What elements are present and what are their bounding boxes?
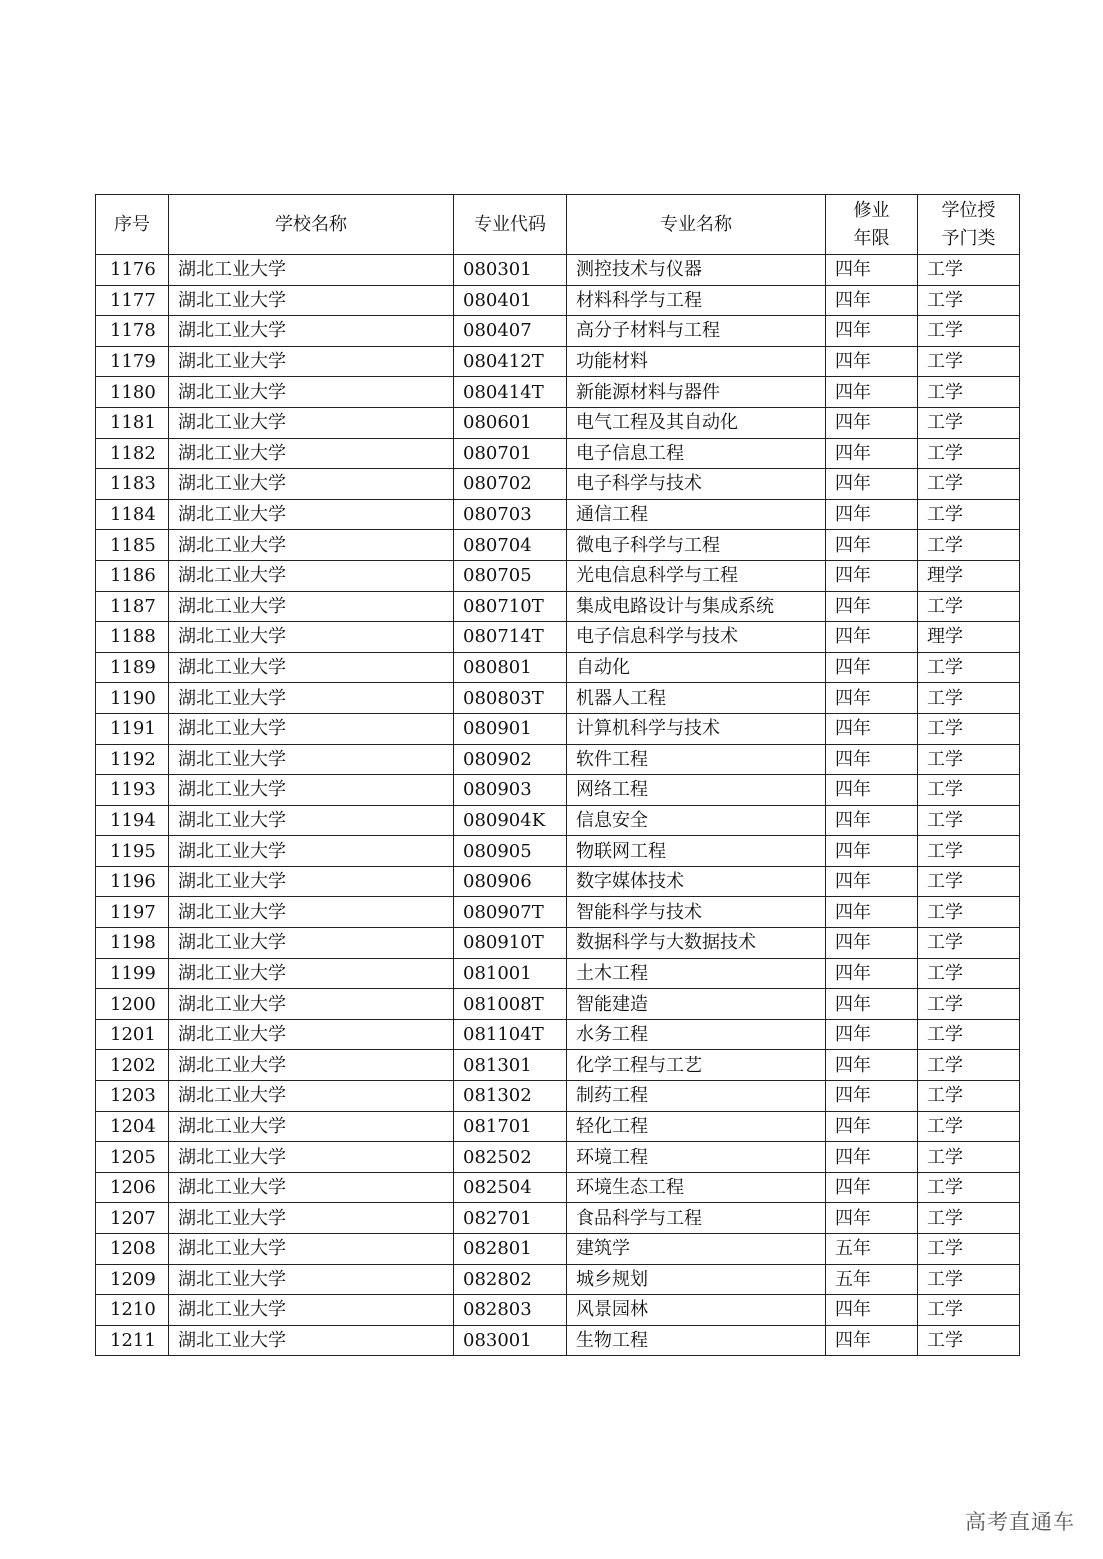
cell-no: 1202 <box>96 1050 169 1081</box>
cell-school: 湖北工业大学 <box>169 1172 454 1203</box>
cell-school: 湖北工业大学 <box>169 469 454 500</box>
cell-school: 湖北工业大学 <box>169 1050 454 1081</box>
cell-code: 080301 <box>454 255 567 286</box>
cell-major: 电子科学与技术 <box>567 469 826 500</box>
cell-major: 光电信息科学与工程 <box>567 560 826 591</box>
cell-code: 082803 <box>454 1295 567 1326</box>
table-row <box>96 897 1020 928</box>
cell-no: 1208 <box>96 1234 169 1265</box>
cell-school: 湖北工业大学 <box>169 346 454 377</box>
table-row <box>96 744 1020 775</box>
cell-school: 湖北工业大学 <box>169 1081 454 1112</box>
table-row <box>96 836 1020 867</box>
cell-school: 湖北工业大学 <box>169 530 454 561</box>
cell-years: 四年 <box>826 255 918 286</box>
cell-no: 1192 <box>96 744 169 775</box>
cell-major: 电子信息工程 <box>567 438 826 469</box>
cell-major: 通信工程 <box>567 499 826 530</box>
cell-school: 湖北工业大学 <box>169 316 454 347</box>
cell-years: 四年 <box>826 775 918 806</box>
cell-major: 化学工程与工艺 <box>567 1050 826 1081</box>
cell-major: 风景园林 <box>567 1295 826 1326</box>
watermark-text: 高考直通车 <box>965 1510 1075 1534</box>
header-major: 专业名称 <box>567 195 826 255</box>
cell-major: 轻化工程 <box>567 1111 826 1142</box>
cell-code: 082502 <box>454 1142 567 1173</box>
cell-school: 湖北工业大学 <box>169 499 454 530</box>
cell-years: 四年 <box>826 713 918 744</box>
table-row <box>96 713 1020 744</box>
table-row <box>96 1172 1020 1203</box>
cell-major: 智能科学与技术 <box>567 897 826 928</box>
cell-code: 080407 <box>454 316 567 347</box>
cell-degree: 工学 <box>918 958 1020 989</box>
cell-school: 湖北工业大学 <box>169 285 454 316</box>
cell-school: 湖北工业大学 <box>169 1325 454 1356</box>
cell-years: 四年 <box>826 836 918 867</box>
cell-no: 1201 <box>96 1019 169 1050</box>
cell-no: 1177 <box>96 285 169 316</box>
cell-no: 1193 <box>96 775 169 806</box>
cell-no: 1176 <box>96 255 169 286</box>
cell-degree: 工学 <box>918 897 1020 928</box>
cell-school: 湖北工业大学 <box>169 622 454 653</box>
table-row <box>96 377 1020 408</box>
cell-years: 四年 <box>826 560 918 591</box>
cell-school: 湖北工业大学 <box>169 1295 454 1326</box>
table-row <box>96 928 1020 959</box>
cell-code: 081301 <box>454 1050 567 1081</box>
cell-degree: 工学 <box>918 285 1020 316</box>
cell-major: 测控技术与仪器 <box>567 255 826 286</box>
cell-code: 081701 <box>454 1111 567 1142</box>
cell-years: 四年 <box>826 285 918 316</box>
cell-code: 081008T <box>454 989 567 1020</box>
cell-code: 082802 <box>454 1264 567 1295</box>
table-row <box>96 1295 1020 1326</box>
cell-code: 080401 <box>454 285 567 316</box>
cell-major: 建筑学 <box>567 1234 826 1265</box>
cell-years: 四年 <box>826 530 918 561</box>
table-row <box>96 255 1020 286</box>
cell-no: 1197 <box>96 897 169 928</box>
cell-degree: 工学 <box>918 928 1020 959</box>
cell-school: 湖北工业大学 <box>169 1203 454 1234</box>
cell-degree: 理学 <box>918 622 1020 653</box>
cell-code: 080905 <box>454 836 567 867</box>
cell-years: 四年 <box>826 1081 918 1112</box>
cell-school: 湖北工业大学 <box>169 683 454 714</box>
table-row <box>96 683 1020 714</box>
cell-years: 四年 <box>826 346 918 377</box>
cell-degree: 工学 <box>918 1019 1020 1050</box>
cell-code: 080902 <box>454 744 567 775</box>
cell-school: 湖北工业大学 <box>169 1142 454 1173</box>
cell-degree: 工学 <box>918 1142 1020 1173</box>
cell-degree: 工学 <box>918 1111 1020 1142</box>
header-row <box>96 195 1020 255</box>
cell-years: 四年 <box>826 591 918 622</box>
table-row <box>96 1111 1020 1142</box>
header-degree <box>918 195 1020 255</box>
cell-years: 四年 <box>826 1325 918 1356</box>
cell-major: 微电子科学与工程 <box>567 530 826 561</box>
table-row <box>96 1203 1020 1234</box>
cell-major: 材料科学与工程 <box>567 285 826 316</box>
cell-school: 湖北工业大学 <box>169 775 454 806</box>
table-body <box>96 255 1020 1356</box>
cell-no: 1183 <box>96 469 169 500</box>
majors-table <box>95 194 1020 1356</box>
header-degree-line2: 予门类 <box>941 227 996 249</box>
cell-no: 1182 <box>96 438 169 469</box>
cell-school: 湖北工业大学 <box>169 377 454 408</box>
cell-years: 四年 <box>826 499 918 530</box>
cell-years: 五年 <box>826 1234 918 1265</box>
cell-degree: 工学 <box>918 1234 1020 1265</box>
cell-code: 080904K <box>454 805 567 836</box>
cell-school: 湖北工业大学 <box>169 989 454 1020</box>
cell-no: 1188 <box>96 622 169 653</box>
cell-major: 计算机科学与技术 <box>567 713 826 744</box>
cell-degree: 工学 <box>918 683 1020 714</box>
table-row <box>96 530 1020 561</box>
cell-school: 湖北工业大学 <box>169 1234 454 1265</box>
cell-no: 1207 <box>96 1203 169 1234</box>
table-row <box>96 469 1020 500</box>
cell-degree: 工学 <box>918 1203 1020 1234</box>
cell-no: 1206 <box>96 1172 169 1203</box>
table-row <box>96 1325 1020 1356</box>
cell-major: 新能源材料与器件 <box>567 377 826 408</box>
cell-no: 1179 <box>96 346 169 377</box>
cell-code: 082801 <box>454 1234 567 1265</box>
cell-years: 四年 <box>826 958 918 989</box>
table-row <box>96 438 1020 469</box>
table-row <box>96 622 1020 653</box>
cell-major: 集成电路设计与集成系统 <box>567 591 826 622</box>
cell-degree: 工学 <box>918 255 1020 286</box>
cell-school: 湖北工业大学 <box>169 1019 454 1050</box>
cell-degree: 工学 <box>918 713 1020 744</box>
cell-code: 080703 <box>454 499 567 530</box>
cell-degree: 工学 <box>918 407 1020 438</box>
cell-years: 四年 <box>826 928 918 959</box>
cell-school: 湖北工业大学 <box>169 897 454 928</box>
cell-code: 083001 <box>454 1325 567 1356</box>
cell-major: 数字媒体技术 <box>567 866 826 897</box>
table-row <box>96 285 1020 316</box>
cell-major: 数据科学与大数据技术 <box>567 928 826 959</box>
cell-years: 四年 <box>826 438 918 469</box>
cell-school: 湖北工业大学 <box>169 713 454 744</box>
cell-years: 四年 <box>826 866 918 897</box>
cell-major: 机器人工程 <box>567 683 826 714</box>
table-row <box>96 346 1020 377</box>
cell-degree: 工学 <box>918 1264 1020 1295</box>
cell-code: 080903 <box>454 775 567 806</box>
cell-major: 智能建造 <box>567 989 826 1020</box>
table-row <box>96 775 1020 806</box>
cell-years: 四年 <box>826 1050 918 1081</box>
cell-major: 软件工程 <box>567 744 826 775</box>
cell-no: 1191 <box>96 713 169 744</box>
cell-degree: 工学 <box>918 377 1020 408</box>
cell-school: 湖北工业大学 <box>169 438 454 469</box>
cell-code: 080414T <box>454 377 567 408</box>
cell-school: 湖北工业大学 <box>169 805 454 836</box>
cell-major: 水务工程 <box>567 1019 826 1050</box>
cell-code: 080704 <box>454 530 567 561</box>
cell-code: 082504 <box>454 1172 567 1203</box>
cell-code: 080701 <box>454 438 567 469</box>
cell-years: 四年 <box>826 805 918 836</box>
table-header <box>96 195 1020 255</box>
cell-code: 081001 <box>454 958 567 989</box>
header-years-line1: 修业 <box>853 199 890 221</box>
cell-degree: 工学 <box>918 346 1020 377</box>
cell-major: 电子信息科学与技术 <box>567 622 826 653</box>
cell-no: 1196 <box>96 866 169 897</box>
cell-code: 081104T <box>454 1019 567 1050</box>
table-row <box>96 1019 1020 1050</box>
cell-degree: 工学 <box>918 591 1020 622</box>
cell-code: 080714T <box>454 622 567 653</box>
table-row <box>96 560 1020 591</box>
cell-major: 生物工程 <box>567 1325 826 1356</box>
cell-no: 1186 <box>96 560 169 591</box>
table-row <box>96 591 1020 622</box>
cell-years: 四年 <box>826 683 918 714</box>
cell-degree: 工学 <box>918 775 1020 806</box>
cell-code: 080801 <box>454 652 567 683</box>
cell-no: 1209 <box>96 1264 169 1295</box>
cell-major: 环境生态工程 <box>567 1172 826 1203</box>
cell-degree: 工学 <box>918 469 1020 500</box>
cell-code: 080803T <box>454 683 567 714</box>
table-row <box>96 1234 1020 1265</box>
cell-school: 湖北工业大学 <box>169 652 454 683</box>
cell-years: 四年 <box>826 897 918 928</box>
cell-school: 湖北工业大学 <box>169 255 454 286</box>
majors-table-container <box>95 194 1019 1356</box>
table-row <box>96 805 1020 836</box>
table-row <box>96 652 1020 683</box>
cell-degree: 工学 <box>918 1172 1020 1203</box>
cell-degree: 工学 <box>918 1081 1020 1112</box>
cell-code: 080710T <box>454 591 567 622</box>
cell-school: 湖北工业大学 <box>169 407 454 438</box>
cell-years: 四年 <box>826 1111 918 1142</box>
cell-code: 080907T <box>454 897 567 928</box>
cell-major: 土木工程 <box>567 958 826 989</box>
cell-years: 四年 <box>826 989 918 1020</box>
header-years-line2: 年限 <box>853 227 890 249</box>
cell-years: 四年 <box>826 652 918 683</box>
header-code: 专业代码 <box>454 195 567 255</box>
cell-degree: 工学 <box>918 805 1020 836</box>
cell-degree: 工学 <box>918 866 1020 897</box>
cell-code: 080906 <box>454 866 567 897</box>
cell-no: 1184 <box>96 499 169 530</box>
cell-major: 自动化 <box>567 652 826 683</box>
header-no: 序号 <box>96 195 169 255</box>
cell-no: 1189 <box>96 652 169 683</box>
cell-major: 信息安全 <box>567 805 826 836</box>
table-row <box>96 1142 1020 1173</box>
table-row <box>96 1081 1020 1112</box>
table-row <box>96 958 1020 989</box>
cell-degree: 工学 <box>918 499 1020 530</box>
cell-no: 1194 <box>96 805 169 836</box>
cell-major: 高分子材料与工程 <box>567 316 826 347</box>
cell-code: 080901 <box>454 713 567 744</box>
cell-years: 四年 <box>826 1019 918 1050</box>
cell-major: 环境工程 <box>567 1142 826 1173</box>
cell-degree: 工学 <box>918 652 1020 683</box>
cell-degree: 工学 <box>918 1050 1020 1081</box>
cell-code: 080705 <box>454 560 567 591</box>
cell-code: 080601 <box>454 407 567 438</box>
cell-school: 湖北工业大学 <box>169 958 454 989</box>
cell-school: 湖北工业大学 <box>169 744 454 775</box>
cell-no: 1205 <box>96 1142 169 1173</box>
table-row <box>96 499 1020 530</box>
cell-no: 1199 <box>96 958 169 989</box>
cell-degree: 工学 <box>918 530 1020 561</box>
cell-school: 湖北工业大学 <box>169 591 454 622</box>
cell-school: 湖北工业大学 <box>169 1111 454 1142</box>
table-row <box>96 989 1020 1020</box>
cell-years: 四年 <box>826 1142 918 1173</box>
cell-school: 湖北工业大学 <box>169 560 454 591</box>
cell-no: 1180 <box>96 377 169 408</box>
cell-degree: 工学 <box>918 1325 1020 1356</box>
table-row <box>96 1264 1020 1295</box>
cell-code: 082701 <box>454 1203 567 1234</box>
cell-years: 四年 <box>826 377 918 408</box>
cell-no: 1187 <box>96 591 169 622</box>
table-row <box>96 316 1020 347</box>
cell-major: 城乡规划 <box>567 1264 826 1295</box>
cell-school: 湖北工业大学 <box>169 836 454 867</box>
cell-code: 080412T <box>454 346 567 377</box>
table-row <box>96 1050 1020 1081</box>
cell-degree: 工学 <box>918 316 1020 347</box>
cell-major: 网络工程 <box>567 775 826 806</box>
cell-no: 1181 <box>96 407 169 438</box>
cell-major: 功能材料 <box>567 346 826 377</box>
cell-no: 1195 <box>96 836 169 867</box>
cell-school: 湖北工业大学 <box>169 928 454 959</box>
cell-years: 四年 <box>826 469 918 500</box>
cell-years: 四年 <box>826 1203 918 1234</box>
cell-code: 080702 <box>454 469 567 500</box>
table-row <box>96 407 1020 438</box>
cell-degree: 工学 <box>918 1295 1020 1326</box>
cell-degree: 工学 <box>918 989 1020 1020</box>
cell-major: 物联网工程 <box>567 836 826 867</box>
cell-no: 1211 <box>96 1325 169 1356</box>
table-row <box>96 866 1020 897</box>
header-degree-line1: 学位授 <box>941 199 996 221</box>
cell-no: 1198 <box>96 928 169 959</box>
cell-years: 四年 <box>826 407 918 438</box>
cell-code: 081302 <box>454 1081 567 1112</box>
cell-years: 四年 <box>826 316 918 347</box>
cell-degree: 工学 <box>918 836 1020 867</box>
cell-school: 湖北工业大学 <box>169 866 454 897</box>
cell-no: 1178 <box>96 316 169 347</box>
cell-years: 五年 <box>826 1264 918 1295</box>
cell-major: 电气工程及其自动化 <box>567 407 826 438</box>
cell-no: 1203 <box>96 1081 169 1112</box>
cell-years: 四年 <box>826 744 918 775</box>
cell-degree: 理学 <box>918 560 1020 591</box>
cell-major: 食品科学与工程 <box>567 1203 826 1234</box>
cell-no: 1190 <box>96 683 169 714</box>
cell-no: 1204 <box>96 1111 169 1142</box>
cell-degree: 工学 <box>918 744 1020 775</box>
cell-years: 四年 <box>826 1295 918 1326</box>
cell-degree: 工学 <box>918 438 1020 469</box>
cell-no: 1210 <box>96 1295 169 1326</box>
cell-years: 四年 <box>826 622 918 653</box>
header-school: 学校名称 <box>169 195 454 255</box>
cell-code: 080910T <box>454 928 567 959</box>
header-years <box>826 195 918 255</box>
cell-no: 1200 <box>96 989 169 1020</box>
cell-no: 1185 <box>96 530 169 561</box>
cell-major: 制药工程 <box>567 1081 826 1112</box>
cell-years: 四年 <box>826 1172 918 1203</box>
cell-school: 湖北工业大学 <box>169 1264 454 1295</box>
